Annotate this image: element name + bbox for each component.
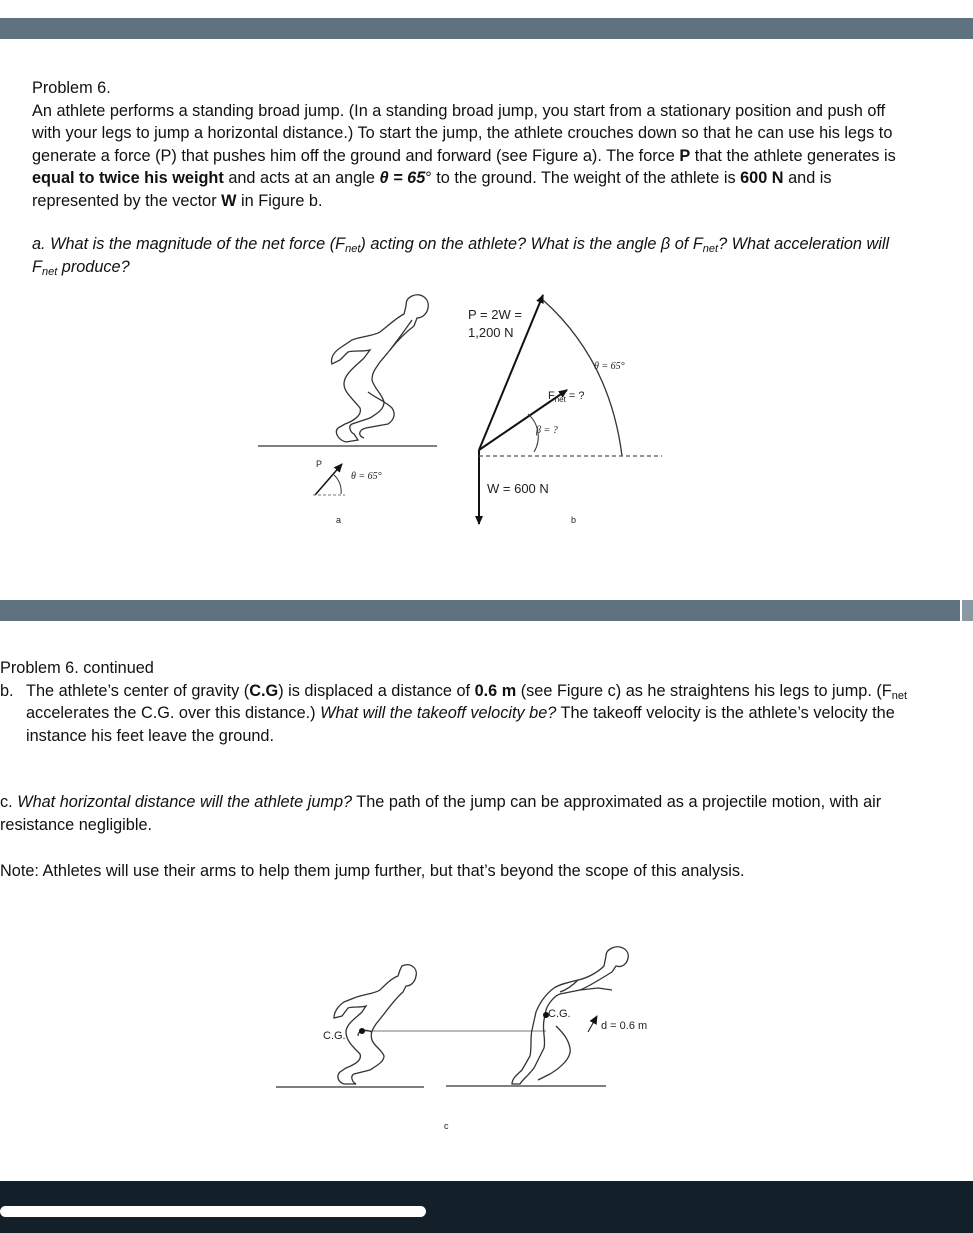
displacement-arrow — [588, 1016, 597, 1032]
fig-c-caption: c — [444, 1121, 449, 1131]
figure-c — [276, 947, 628, 1087]
fig-c-d-label: d = 0.6 m — [601, 1020, 648, 1032]
fig-a-p-label: P — [316, 459, 323, 469]
fig-b-fnet-label: $F_{net}$ = ? — [548, 390, 585, 404]
question-a: a. What is the magnitude of the net force $(F_{net})$ acting on the athlete? What is the angle β of $F_{net}$? What acceleration will $F_{net}$ produce? — [32, 235, 890, 278]
question-b: b. The athlete’s center of gravity (C.G) is displaced a distance of 0.6 m (see Figure c) as he straightens his legs to jump. ($F_{net}$ accelerates the C.G. over this distance.) What will the takeoff velocity be? The takeoff velocity is the athlete’s velocity the instance his feet leave the ground. — [0, 681, 908, 745]
problem-intro: An athlete performs a standing broad jump. (In a standing broad jump, you start from a stationary position and push off with your legs to jump a horizontal distance.) To start the jump, the athlete crouches down so that he can use his legs to generate a force (P) that pushes him off the ground and forward (see Figure a). The force P that the athlete generates is equal to twice his weight and acts at an angle θ = 65° to the ground. The weight of the athlete is 600 N and is represented by the vector W in Figure b. — [32, 101, 896, 210]
fig-b-caption: b — [571, 515, 577, 525]
crouching-athlete-outline — [331, 295, 428, 442]
continued-heading: Problem 6. continued — [0, 659, 154, 677]
cg-point-left — [359, 1028, 365, 1034]
fig-b-p-line1: P = 2W = — [468, 307, 522, 322]
fig-b-beta-label: β = ? — [536, 425, 558, 436]
fig-a-caption: a — [336, 515, 342, 525]
question-c: c. What horizontal distance will the athlete jump? The path of the jump can be approximated as a projectile motion, with air resistance negligible. — [0, 793, 882, 834]
fig-b-theta-label: θ = 65° — [594, 361, 625, 372]
fig-a-theta-label: θ = 65° — [351, 471, 382, 482]
fig-c-cg-right: C.G. — [548, 1008, 571, 1020]
fig-c-cg-left: C.G. — [323, 1030, 346, 1042]
problem-heading: Problem 6. — [32, 79, 111, 97]
crouching-athlete-c — [334, 965, 416, 1084]
analysis-note: Note: Athletes will use their arms to help them jump further, but that’s beyond the scope of this analysis. — [0, 862, 745, 880]
figure-a — [258, 295, 437, 495]
fig-b-p-line2: 1,200 N — [468, 325, 514, 340]
fig-b-w-label: W = 600 N — [487, 481, 549, 496]
